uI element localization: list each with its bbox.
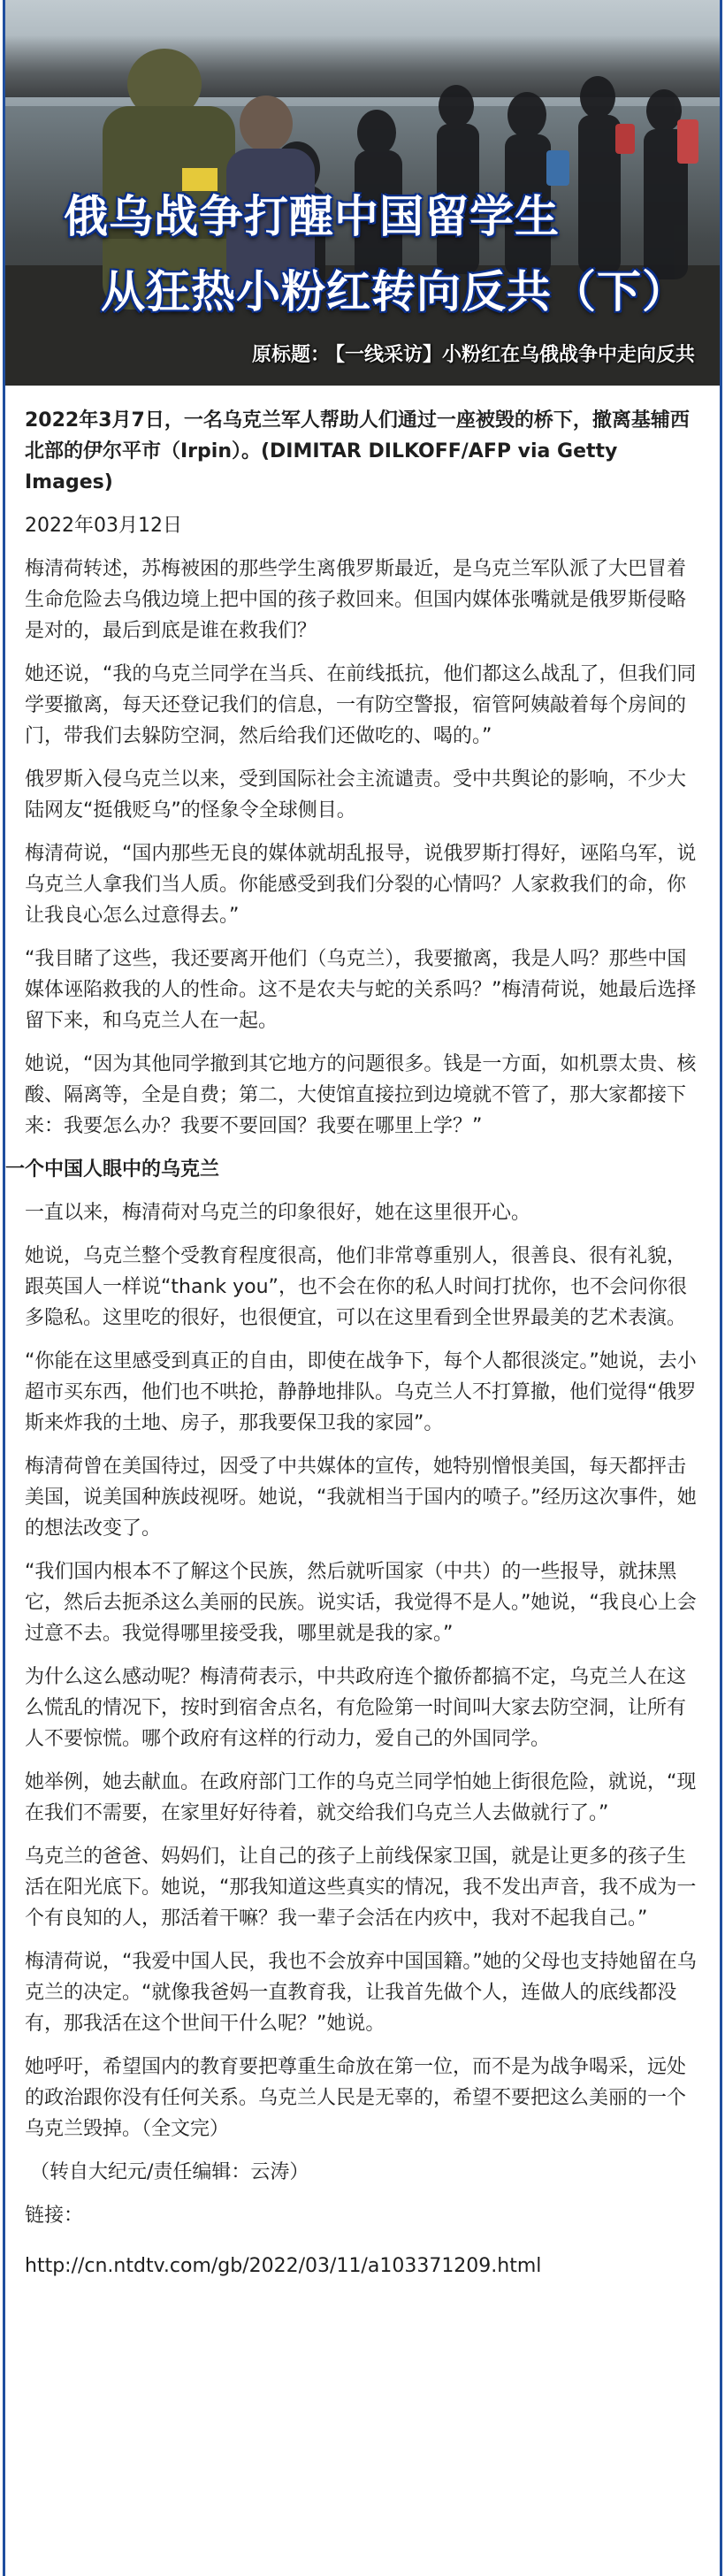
paragraph: 她呼吁，希望国内的教育要把尊重生命放在第一位，而不是为战争喝采，远处的政治跟你没有任何关系。乌克兰人民是无辜的，希望不要把这么美丽的一个乌克兰毁掉。（全文完） [25,2056,687,2140]
paragraph: 为什么这么感动呢？梅清荷表示，中共政府连个撤侨都搞不定，乌克兰人在这么慌乱的情况下，按时到宿舍点名，有危险第一时间叫大家去防空洞，让所有人不要惊慌。哪个政府有这样的行动力，爱自己的外国同学。 [25,1666,687,1750]
paragraph: “我目睹了这些，我还要离开他们（乌克兰），我要撤离，我是人吗？那些中国媒体诬陷救我的人的性命。这不是农夫与蛇的关系吗？”梅清荷说，她最后选择留下来，和乌克兰人在一起。 [25,948,697,1032]
original-title-label: 原标题： [251,344,330,366]
photo-caption: 2022年3月7日，一名乌克兰军人帮助人们通过一座被毁的桥下，撤离基辅西北部的伊尔平市（Irpin）。(DIMITAR DILKOFF/AFP via Getty Images) [25,409,690,493]
paragraph: 她举例，她去献血。在政府部门工作的乌克兰同学怕她上街很危险，就说，“现在我们不需要，在家里好好待着，就交给我们乌克兰人去做就行了。” [25,1771,697,1824]
paragraph: 乌克兰的爸爸、妈妈们，让自己的孩子上前线保家卫国，就是让更多的孩子生活在阳光底下。她说，“那我知道这些真实的情况，我不发出声音，我不成为一个有良知的人，那活着干嘛？我一辈子会活在内疚中，我对不起我自己。” [25,1846,697,1930]
hero-banner [5,0,720,386]
paragraph: 梅清荷转述，苏梅被困的那些学生离俄罗斯最近，是乌克兰军队派了大巴冒着生命危险去乌俄边境上把中国的孩子救回来。但国内媒体张嘴就是俄罗斯侵略是对的，最后到底是谁在救我们？ [25,558,687,642]
article-body [5,386,720,2282]
source-link[interactable]: http://cn.ntdtv.com/gb/2022/03/11/a103371209.html [25,2255,542,2277]
paragraph: 梅清荷曾在美国待过，因受了中共媒体的宣传，她特别憎恨美国，每天都抨击美国，说美国种族歧视呀。她说，“我就相当于国内的喷子。”经历这次事件，她的想法改变了。 [25,1456,697,1540]
section-heading: 一个中国人眼中的乌克兰 [5,1158,220,1181]
paragraph: “我们国内根本不了解这个民族，然后就听国家（中共）的一些报导，就抹黑它，然后去扼杀这么美丽的民族。说实话，我觉得不是人。”她说，“我良心上会过意不去。我觉得哪里接受我，哪里就是我的家。” [25,1561,697,1645]
paragraph: 俄罗斯入侵乌克兰以来，受到国际社会主流谴责。受中共舆论的影响，不少大陆网友“挺俄贬乌”的怪象令全球侧目。 [25,768,687,822]
hero-title-line1: 俄乌战争打醒中国留学生 [64,191,560,242]
paragraph: 梅清荷说，“国内那些无良的媒体就胡乱报导，说俄罗斯打得好，诬陷乌军，说乌克兰人拿我们当人质。你能感受到我们分裂的心情吗？人家救我们的命，你让我良心怎么过意得去。” [25,843,697,927]
original-title-text: 【一线采访】小粉红在乌俄战争中走向反共 [334,344,695,366]
paragraph: 梅清荷说，“我爱中国人民，我也不会放弃中国国籍。”她的父母也支持她留在乌克兰的决定。“就像我爸妈一直教育我，让我首先做个人，连做人的底线都没有，那我活在这个世间干什么呢？”她说。 [25,1951,697,2035]
hero-title-line2: 从狂热小粉红转向反共（下） [101,266,687,317]
publish-date: 2022年03月12日 [25,515,182,537]
paragraph: 她说，乌克兰整个受教育程度很高，他们非常尊重别人，很善良、很有礼貌，跟英国人一样说“thank you”，也不会在你的私人时间打扰你，也不会问你很多隐私。这里吃的很好，也很便宜，可以在这里看到全世界最美的艺术表演。 [25,1245,687,1329]
hero-original-title [252,340,700,367]
link-label: 链接： [25,2205,84,2227]
paragraph: 她说，“因为其他同学撤到其它地方的问题很多。钱是一方面，如机票太贵、核酸、隔离等，全是自费；第二，大使馆直接拉到边境就不管了，那大家都接下来：我要怎么办？我要不要回国？我要在哪里上学？” [25,1053,697,1137]
paragraph: 一直以来，梅清荷对乌克兰的印象很好，她在这里很开心。 [25,1202,531,1224]
article-frame [3,0,722,2576]
paragraph: “你能在这里感受到真正的自由，即使在战争下，每个人都很淡定。”她说，去小超市买东西，他们也不哄抢，静静地排队。乌克兰人不打算撤，他们觉得“俄罗斯来炸我的土地、房子，那我要保卫我的家园”。 [25,1350,697,1434]
paragraph: 她还说，“我的乌克兰同学在当兵、在前线抵抗，他们都这么战乱了，但我们同学要撤离，每天还登记我们的信息，一有防空警报，宿管阿姨敲着每个房间的门，带我们去躲防空洞，然后给我们还做吃的、喝的。” [25,663,697,747]
editor-credit: （转自大纪元/责任编辑：云涛） [30,2161,309,2183]
